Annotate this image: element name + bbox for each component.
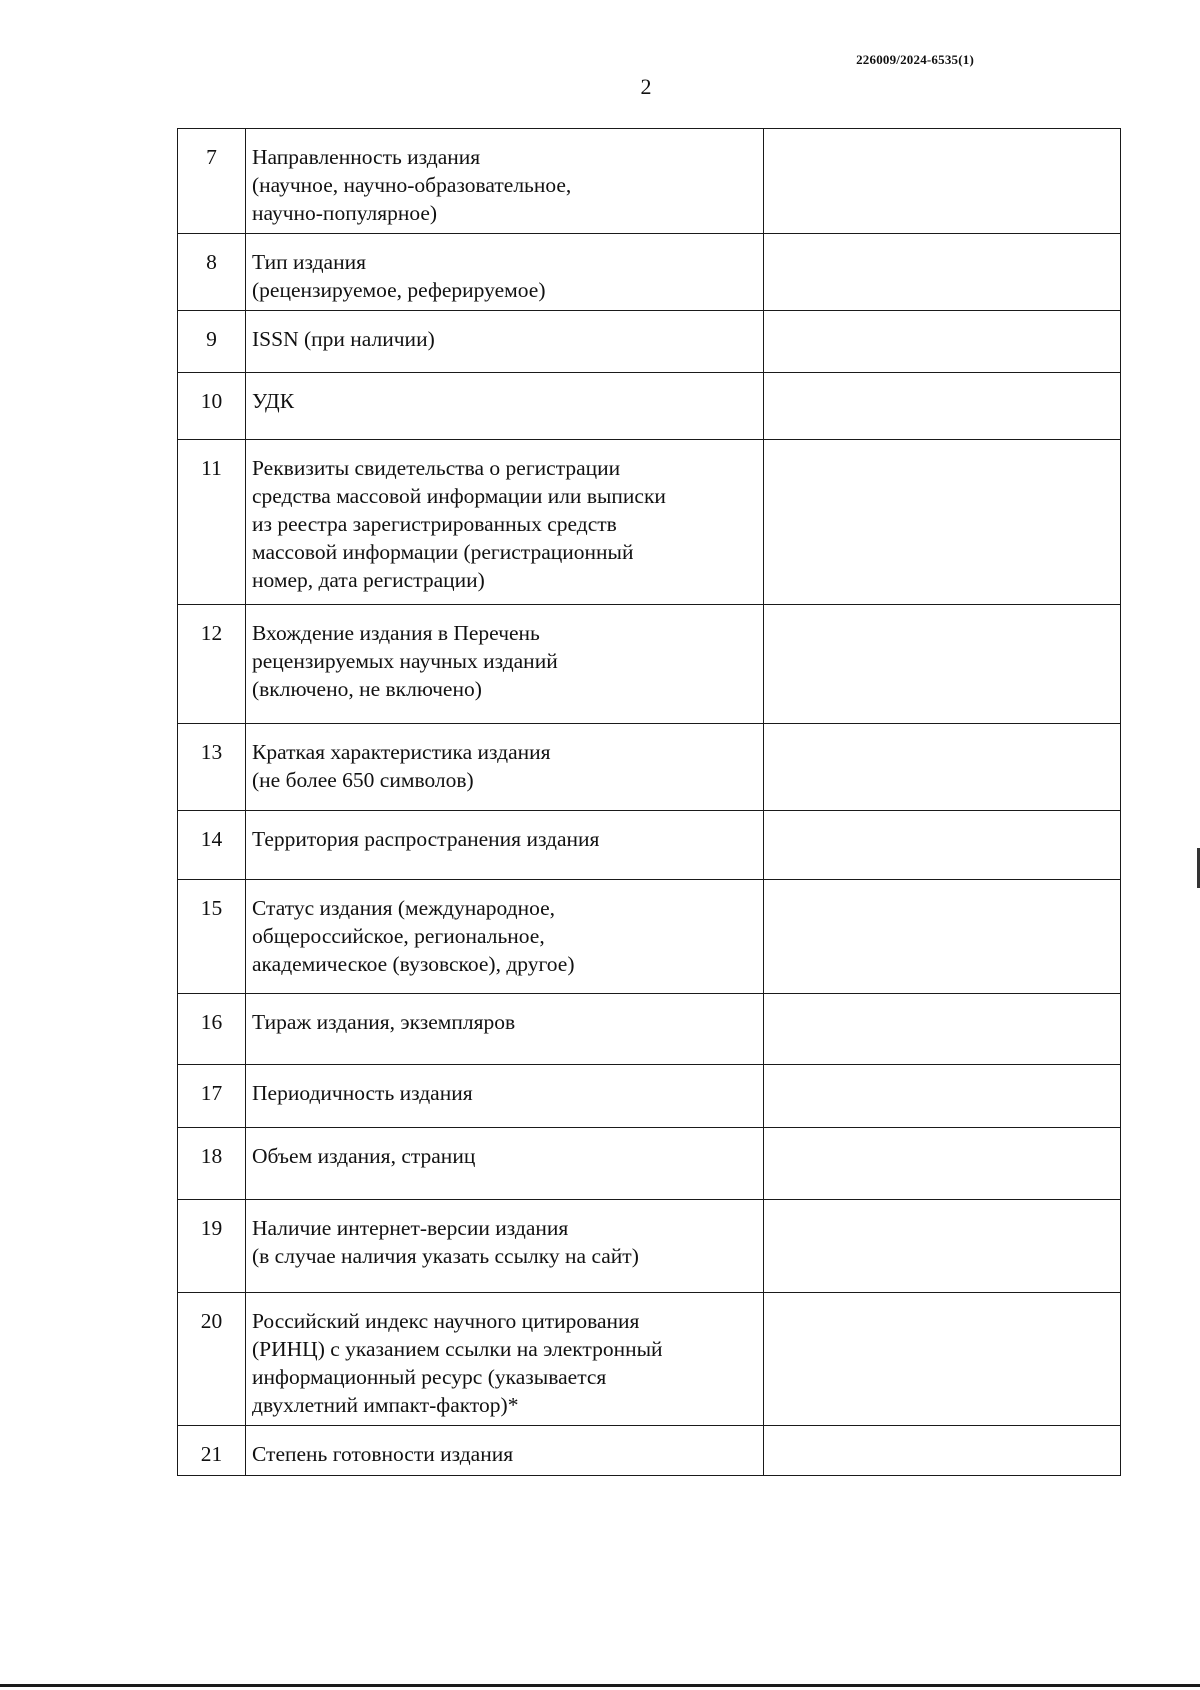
row-number: 17 [178, 1065, 246, 1128]
row-value-field[interactable] [764, 1293, 1121, 1426]
table-row [178, 234, 1121, 311]
row-value-field[interactable] [764, 1200, 1121, 1293]
row-number: 13 [178, 724, 246, 811]
row-value-field[interactable] [764, 440, 1121, 605]
row-number: 12 [178, 605, 246, 724]
table-row [178, 1426, 1121, 1476]
row-label: Реквизиты свидетельства о регистрации средства массовой информации или выписки из реестра зарегистрированных средств массовой информации (регистрационный номер, дата регистрации) [246, 440, 764, 605]
page-number: 2 [640, 74, 652, 99]
row-label: Российский индекс научного цитирования (РИНЦ) с указанием ссылки на электронный информационный ресурс (указывается двухлетний импакт-фактор)* [246, 1293, 764, 1426]
row-value-field[interactable] [764, 234, 1121, 311]
table-row [178, 724, 1121, 811]
row-value-field[interactable] [764, 880, 1121, 994]
row-label: Тираж издания, экземпляров [246, 994, 764, 1065]
row-value-field[interactable] [764, 373, 1121, 440]
row-label: Периодичность издания [246, 1065, 764, 1128]
row-label: Статус издания (международное, общероссийское, региональное, академическое (вузовское), другое) [246, 880, 764, 994]
row-label: Направленность издания (научное, научно-образовательное, научно-популярное) [246, 129, 764, 234]
table-row [178, 811, 1121, 880]
row-number: 18 [178, 1128, 246, 1200]
row-number: 7 [178, 129, 246, 234]
row-number: 20 [178, 1293, 246, 1426]
row-number: 14 [178, 811, 246, 880]
row-label: Тип издания (рецензируемое, реферируемое) [246, 234, 764, 311]
row-number: 19 [178, 1200, 246, 1293]
table-row [178, 440, 1121, 605]
row-value-field[interactable] [764, 311, 1121, 373]
row-label: Краткая характеристика издания (не более 650 символов) [246, 724, 764, 811]
document-registration-number: 226009/2024-6535(1) [856, 52, 974, 67]
table-row [178, 311, 1121, 373]
table-row [178, 605, 1121, 724]
table-row [178, 1065, 1121, 1128]
row-number: 8 [178, 234, 246, 311]
row-value-field[interactable] [764, 994, 1121, 1065]
row-label: Наличие интернет-версии издания (в случае наличия указать ссылку на сайт) [246, 1200, 764, 1293]
row-number: 15 [178, 880, 246, 994]
table-row [178, 1293, 1121, 1426]
row-value-field[interactable] [764, 605, 1121, 724]
row-label: Территория распространения издания [246, 811, 764, 880]
row-number: 16 [178, 994, 246, 1065]
row-number: 11 [178, 440, 246, 605]
row-label: Объем издания, страниц [246, 1128, 764, 1200]
row-value-field[interactable] [764, 129, 1121, 234]
row-value-field[interactable] [764, 1128, 1121, 1200]
table-row [178, 129, 1121, 234]
row-number: 10 [178, 373, 246, 440]
row-label: ISSN (при наличии) [246, 311, 764, 373]
row-value-field[interactable] [764, 1426, 1121, 1476]
row-value-field[interactable] [764, 1065, 1121, 1128]
table-row [178, 880, 1121, 994]
table-row [178, 994, 1121, 1065]
row-value-field[interactable] [764, 811, 1121, 880]
row-value-field[interactable] [764, 724, 1121, 811]
row-number: 9 [178, 311, 246, 373]
row-label: Вхождение издания в Перечень рецензируемых научных изданий (включено, не включено) [246, 605, 764, 724]
row-label: УДК [246, 373, 764, 440]
publication-info-table [177, 128, 1121, 1476]
table-row [178, 1200, 1121, 1293]
table-body [178, 129, 1121, 1476]
scan-bottom-edge [0, 1684, 1200, 1687]
table-row [178, 373, 1121, 440]
row-label: Степень готовности издания [246, 1426, 764, 1476]
row-number: 21 [178, 1426, 246, 1476]
table-row [178, 1128, 1121, 1200]
